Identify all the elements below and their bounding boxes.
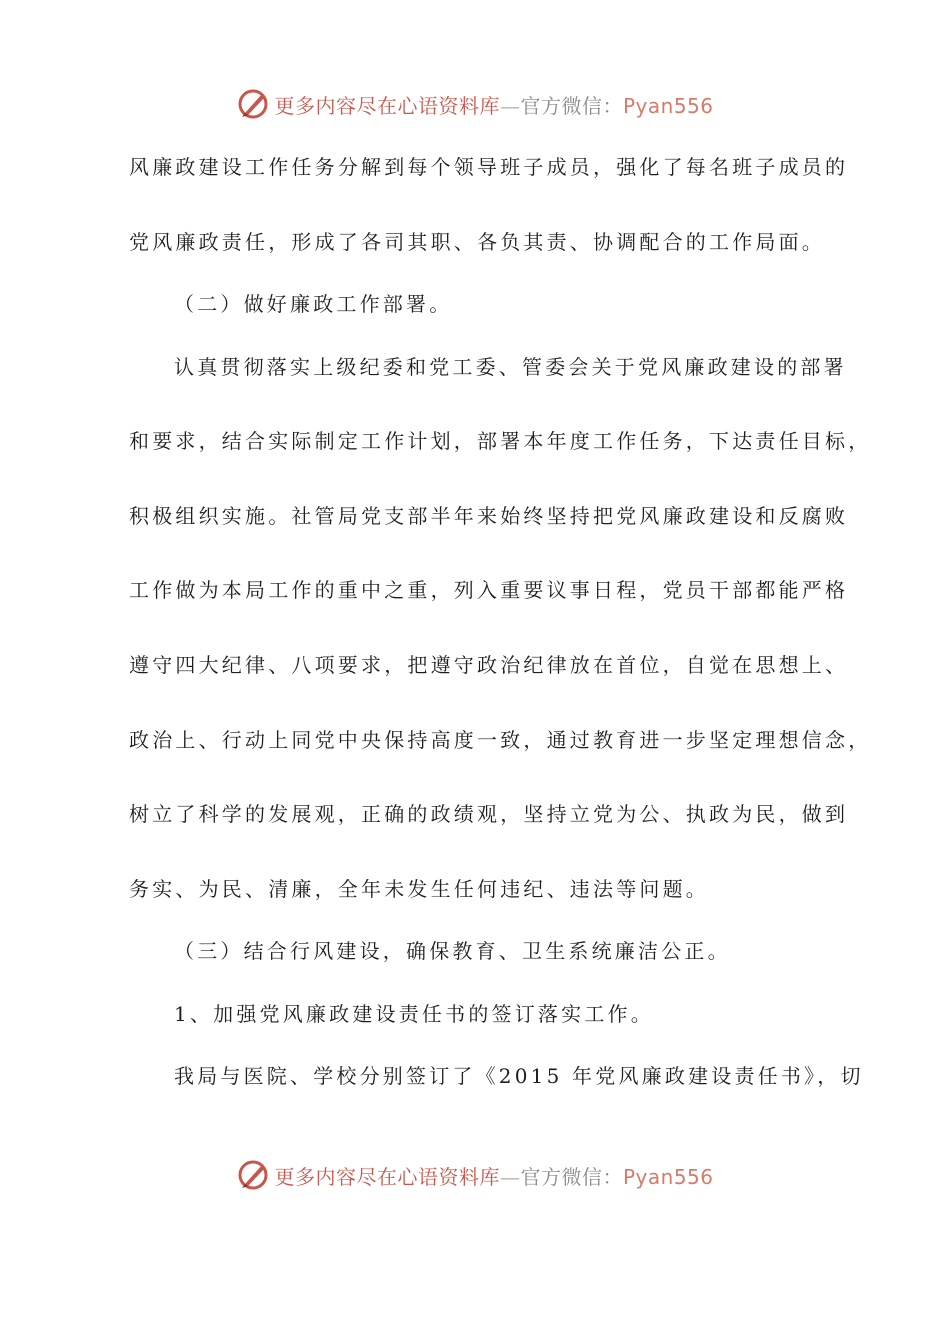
body-line-1: 风廉政建设工作任务分解到每个领导班子成员，强化了每名班子成员的 [129, 155, 849, 179]
banner-wechat-label: 官方微信： [520, 1164, 623, 1189]
banner-text [274, 1161, 713, 1190]
banner-dash: — [499, 93, 521, 118]
body-line-7: 遵守四大纪律、八项要求，把遵守政治纪律放在首位，自觉在思想上、 [129, 653, 849, 677]
pen-logo-icon [236, 87, 270, 121]
header-banner [0, 82, 950, 126]
body-line-5: 积极组织实施。社管局党支部半年来始终坚持把党风廉政建设和反腐败 [129, 504, 849, 528]
body-line-3: 认真贯彻落实上级纪委和党工委、管委会关于党风廉政建设的部署 [174, 355, 847, 379]
banner-main: 更多内容尽在心语资料库 [274, 93, 500, 118]
body-line-6: 工作做为本局工作的重中之重，列入重要议事日程，党员干部都能严格 [129, 578, 849, 602]
footer-banner [0, 1153, 950, 1197]
section-heading-3: （三）结合行风建设，确保教育、卫生系统廉洁公正。 [174, 939, 731, 963]
banner-wechat-label: 官方微信： [520, 93, 623, 118]
body-line-2: 党风廉政责任，形成了各司其职、各负其责、协调配合的工作局面。 [129, 230, 825, 254]
pen-logo-icon [236, 1158, 270, 1192]
body-line-8: 政治上、行动上同党中央保持高度一致，通过教育进一步坚定理想信念， [129, 728, 872, 752]
sub-heading-1: 1、加强党风廉政建设责任书的签订落实工作。 [174, 1002, 654, 1026]
body-line-9: 树立了科学的发展观，正确的政绩观，坚持立党为公、执政为民，做到 [129, 802, 849, 826]
section-heading-2: （二）做好廉政工作部署。 [174, 292, 453, 316]
banner-wechat-id: Pyan556 [622, 1164, 714, 1189]
banner-text [274, 90, 713, 119]
body-line-4: 和要求，结合实际制定工作计划，部署本年度工作任务，下达责任目标， [129, 429, 872, 453]
banner-main: 更多内容尽在心语资料库 [274, 1164, 500, 1189]
body-line-10: 务实、为民、清廉，全年未发生任何违纪、违法等问题。 [129, 877, 709, 901]
banner-wechat-id: Pyan556 [622, 93, 714, 118]
body-line-11: 我局与医院、学校分别签订了《2015 年党风廉政建设责任书》，切 [174, 1064, 864, 1088]
banner-dash: — [499, 1164, 521, 1189]
